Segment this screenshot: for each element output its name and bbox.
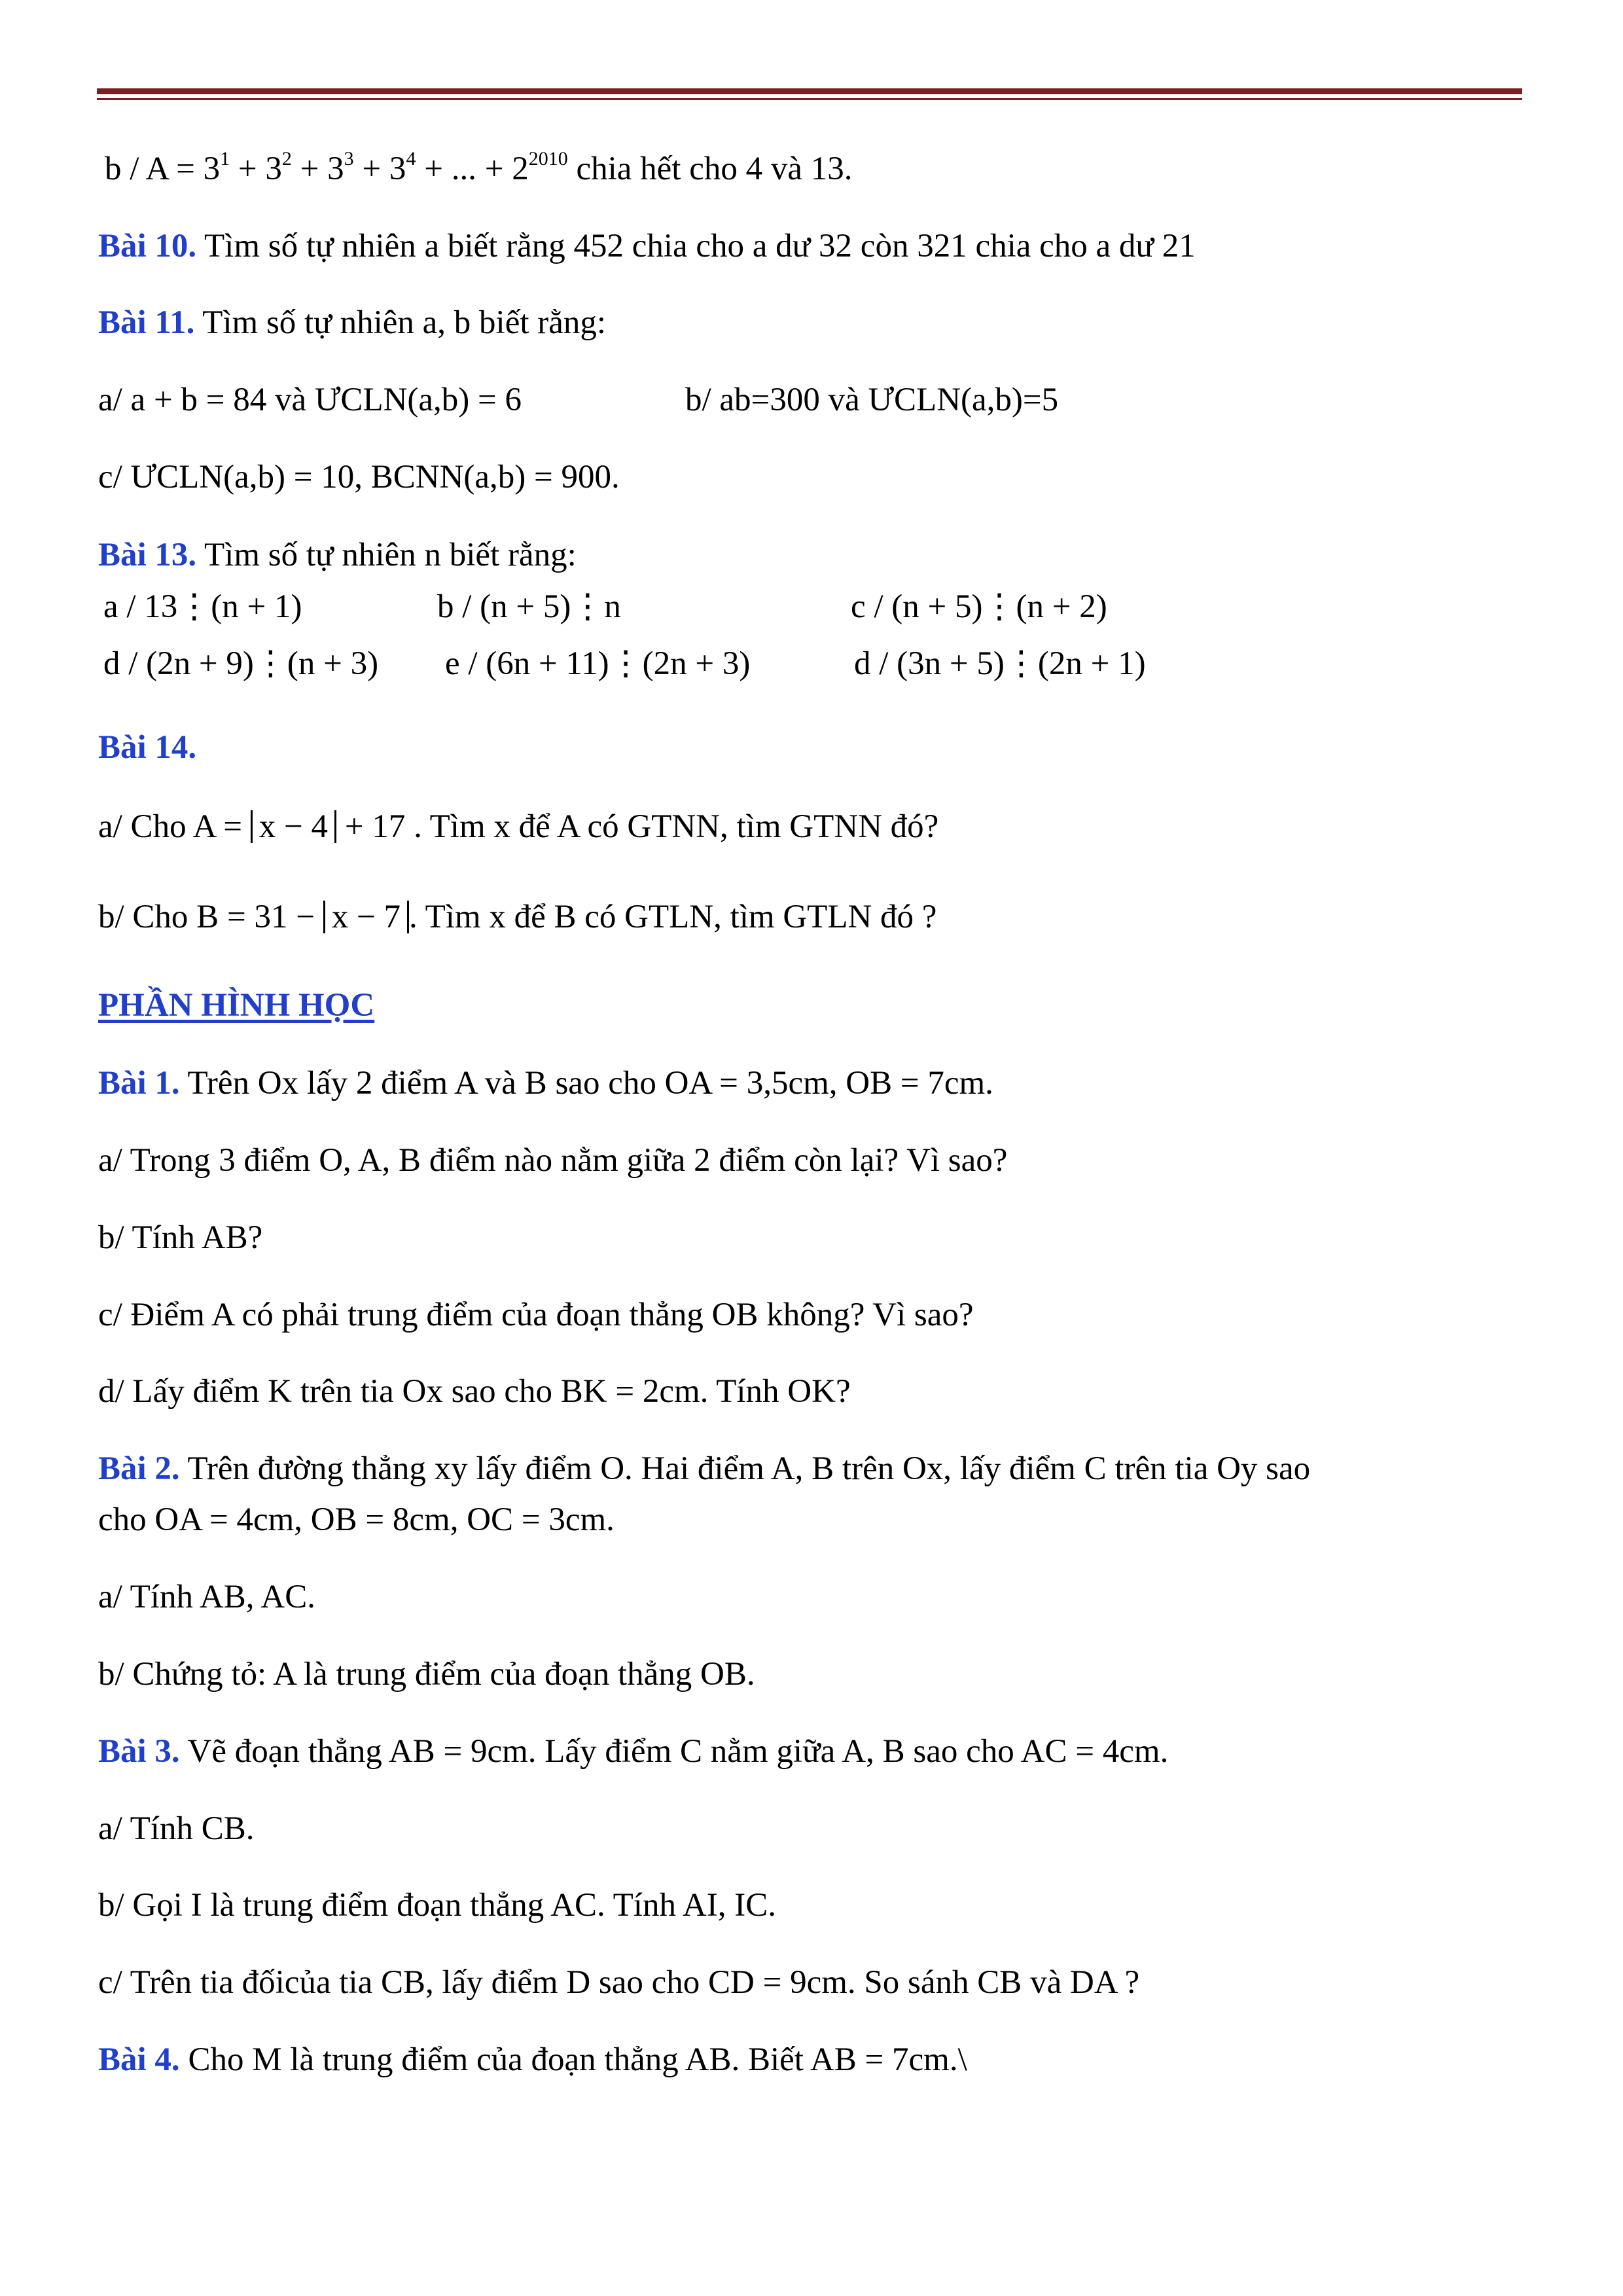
exercise-9b: $b / A = 3^1 + 3^2 + 3^3 + 3^4$ + ... + $2^{2010}$ chia hết cho 4 và 13. (105, 148, 853, 187)
geometry-exercise-3c: c/ Trên tia đốicủa tia CB, lấy điểm D sao cho CD = 9cm. So sánh CB và DA ? (98, 1964, 1140, 2001)
exercise-label: Bài 11. (98, 304, 195, 341)
exercise-label: Bài 10. (98, 228, 197, 264)
absolute-value: x − 7 (323, 901, 409, 933)
geometry-exercise-3b: b/ Gọi I là trung điểm đoạn thẳng AC. Tính AI, IC. (98, 1887, 776, 1924)
geometry-exercise-2b: b/ Chứng tỏ: A là trung điểm của đoạn thẳng OB. (98, 1656, 755, 1693)
exercise-14a: a/ Cho A = x − 4 + 17 . Tìm x để A có GTNN, tìm GTNN đó? (98, 808, 939, 845)
exercise-13d: d / (2n + 9)⋮(n + 3) (103, 645, 379, 682)
geometry-exercise-2a: a/ Tính AB, AC. (98, 1579, 316, 1615)
exercise-label: Bài 13. (98, 537, 197, 573)
exercise-label: Bài 4. (98, 2041, 180, 2078)
exercise-label: Bài 1. (98, 1065, 180, 1102)
exercise-11c: c/ ƯCLN(a,b) = 10, BCNN(a,b) = 900. (98, 459, 620, 495)
exercise-label: Bài 14. (98, 729, 197, 766)
geometry-exercise-3: Bài 3. Vẽ đoạn thẳng AB = 9cm. Lấy điểm C nằm giữa A, B sao cho AC = 4cm. (98, 1733, 1169, 1770)
geometry-exercise-1: Bài 1. Trên Ox lấy 2 điểm A và B sao cho OA = 3,5cm, OB = 7cm. (98, 1065, 993, 1102)
geometry-exercise-1b: b/ Tính AB? (98, 1219, 263, 1256)
exercise-13b: b / (n + 5)⋮n (437, 588, 621, 625)
geometry-exercise-4: Bài 4. Cho M là trung điểm của đoạn thẳng AB. Biết AB = 7cm.\ (98, 2041, 967, 2078)
geometry-exercise-2: Bài 2. Trên đường thẳng xy lấy điểm O. Hai điểm A, B trên Ox, lấy điểm C trên tia Oy sao (98, 1450, 1311, 1487)
geometry-exercise-3a: a/ Tính CB. (98, 1810, 255, 1847)
geometry-exercise-1a: a/ Trong 3 điểm O, A, B điểm nào nằm giữa 2 điểm còn lại? Vì sao? (98, 1142, 1008, 1179)
exercise-label: Bài 2. (98, 1450, 180, 1487)
exercise-10: Bài 10. Tìm số tự nhiên a biết rằng 452 chia cho a dư 32 còn 321 chia cho a dư 21 (98, 228, 1196, 264)
exercise-14b: b/ Cho B = 31 − x − 7 . Tìm x để B có GTLN, tìm GTLN đó ? (98, 899, 937, 935)
exercise-11b: b/ ab=300 và ƯCLN(a,b)=5 (685, 382, 1059, 418)
exercise-13a: a / 13⋮(n + 1) (103, 588, 302, 625)
section-title-geometry: PHẦN HÌNH HỌC (98, 987, 375, 1024)
geometry-exercise-1d: d/ Lấy điểm K trên tia Ox sao cho BK = 2cm. Tính OK? (98, 1373, 851, 1410)
exercise-13e: e / (6n + 11)⋮(2n + 3) (445, 645, 751, 682)
header-rule-thin (97, 98, 1522, 100)
exercise-13c: c / (n + 5)⋮(n + 2) (851, 588, 1107, 625)
geometry-exercise-2-cont: cho OA = 4cm, OB = 8cm, OC = 3cm. (98, 1501, 615, 1538)
absolute-value: x − 4 (251, 810, 336, 843)
exercise-13: Bài 13. Tìm số tự nhiên n biết rằng: (98, 537, 577, 573)
exercise-11: Bài 11. Tìm số tự nhiên a, b biết rằng: (98, 304, 607, 341)
exercise-14 (98, 727, 196, 768)
header-rule-thick (97, 88, 1522, 94)
exercise-label: Bài 3. (98, 1733, 180, 1770)
geometry-exercise-1c: c/ Điểm A có phải trung điểm của đoạn thẳng OB không? Vì sao? (98, 1297, 974, 1333)
exercise-13f: d / (3n + 5)⋮(2n + 1) (854, 645, 1146, 682)
exercise-11a: a/ a + b = 84 và ƯCLN(a,b) = 6 (98, 382, 522, 418)
